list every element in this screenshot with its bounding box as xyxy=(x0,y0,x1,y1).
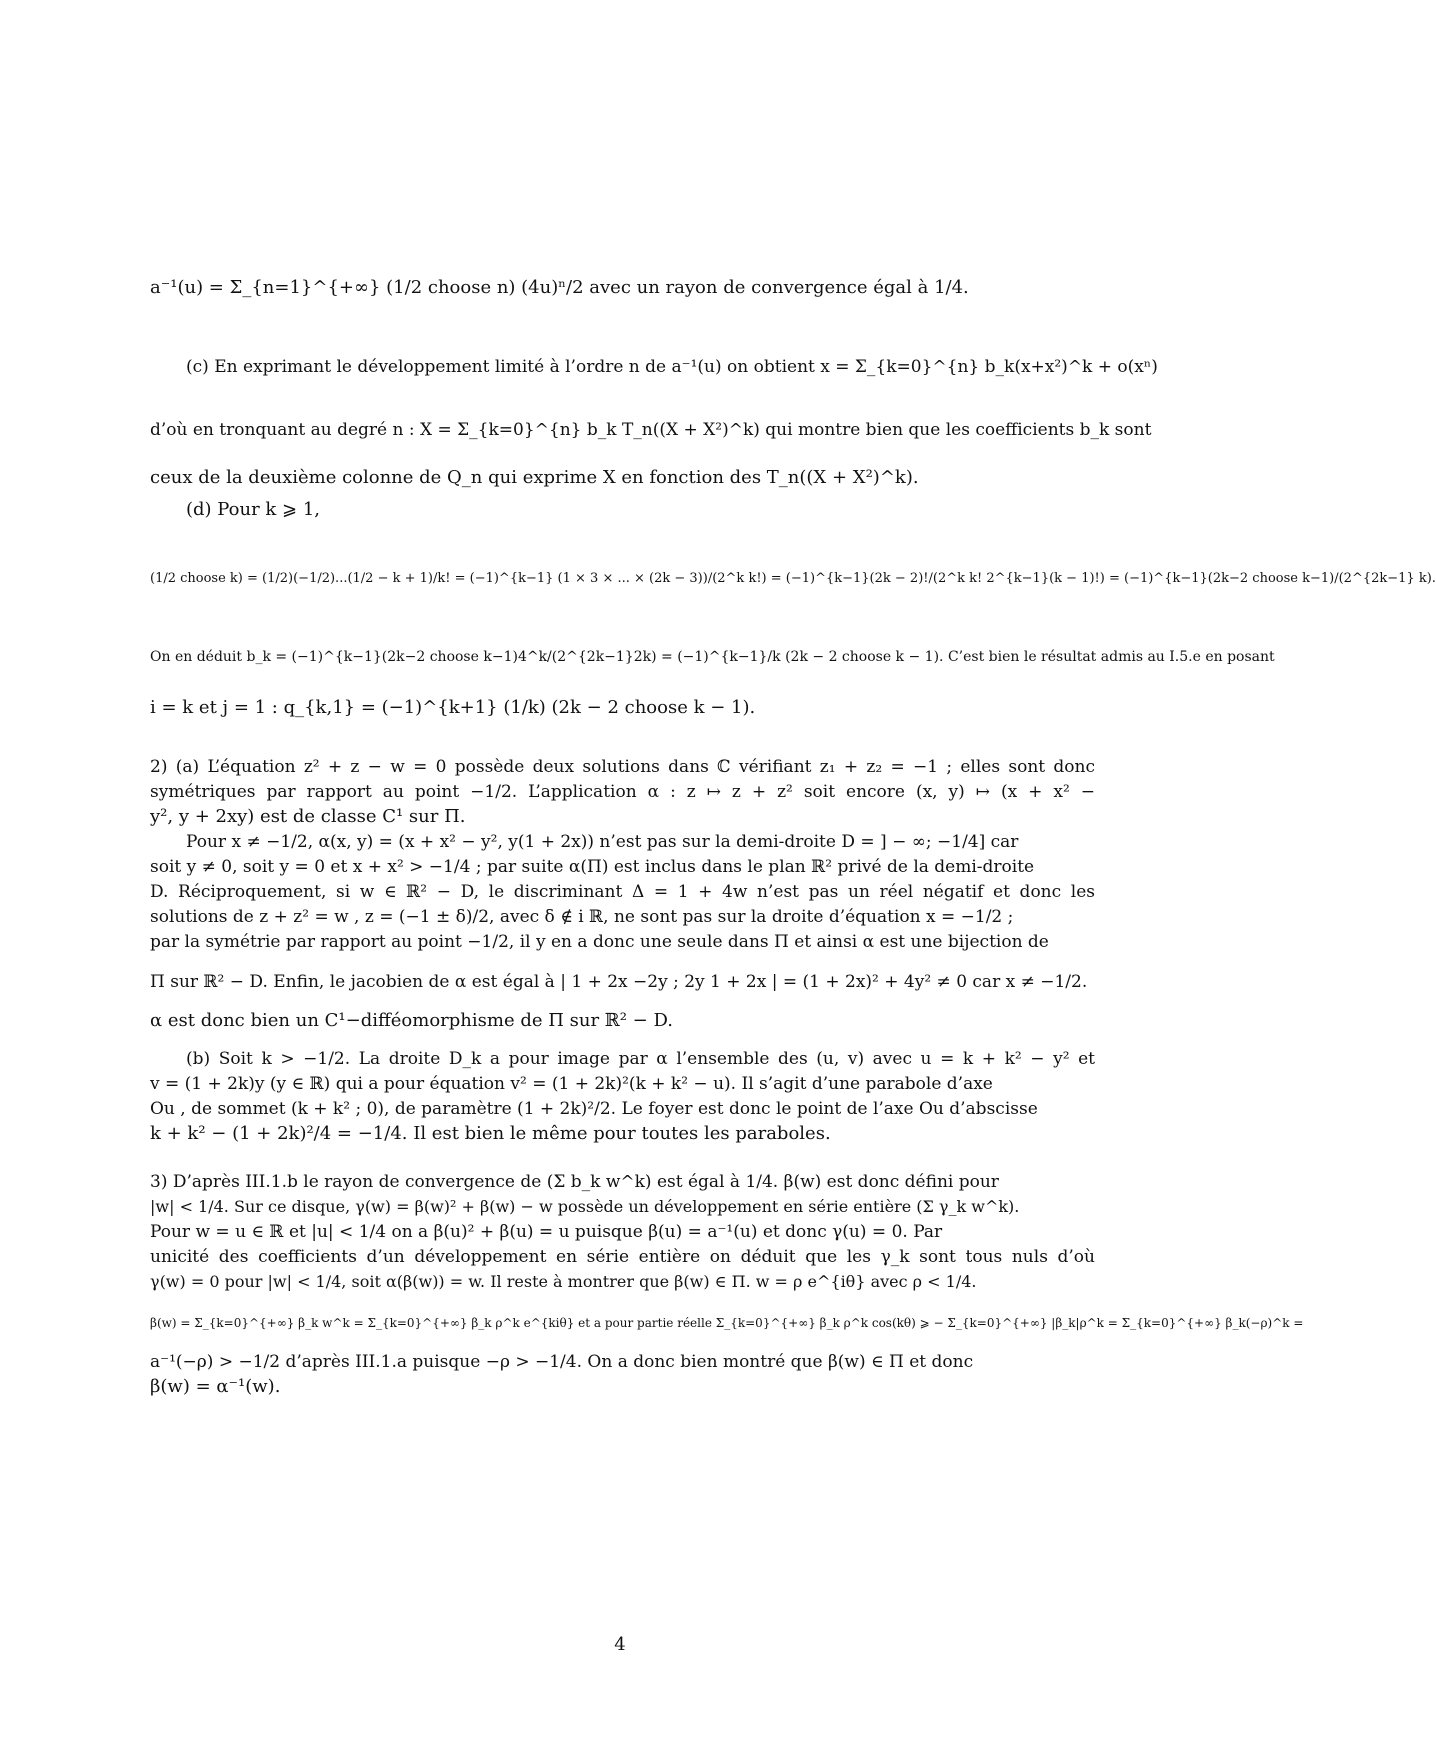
text-line: β(w) = α⁻¹(w). xyxy=(150,1376,281,1397)
text-line: 2) (a) L’équation z² + z − w = 0 possède deux solutions dans ℂ vérifiant z₁ + z₂ = −1 ; elles sont donc xyxy=(150,757,1095,777)
text-line: (d) Pour k ⩾ 1, xyxy=(186,499,321,520)
text-line: a⁻¹(−ρ) > −1/2 d’après III.1.a puisque −ρ > −1/4. On a donc bien montré que β(w) ∈ Π et donc xyxy=(150,1352,974,1372)
text-line: solutions de z + z² = w , z = (−1 ± δ)/2, avec δ ∉ i ℝ, ne sont pas sur la droite d’équation x = −1/2 ; xyxy=(150,907,1014,927)
text-line: unicité des coefficients d’un développement en série entière on déduit que les γ_k sont tous nuls d’où xyxy=(150,1247,1095,1267)
text-line: y², y + 2xy) est de classe C¹ sur Π. xyxy=(150,806,466,827)
text-line: a⁻¹(u) = Σ_{n=1}^{+∞} (1/2 choose n) (4u)ⁿ/2 avec un rayon de convergence égal à 1/4. xyxy=(150,277,969,298)
text-line: Ou , de sommet (k + k² ; 0), de paramètre (1 + 2k)²/2. Le foyer est donc le point de l’axe Ou d’abscisse xyxy=(150,1099,1038,1119)
text-line: D. Réciproquement, si w ∈ ℝ² − D, le discriminant Δ = 1 + 4w n’est pas un réel négatif et donc les xyxy=(150,882,1095,902)
text-line: Pour w = u ∈ ℝ et |u| < 1/4 on a β(u)² + β(u) = u puisque β(u) = a⁻¹(u) et donc γ(u) = 0. Par xyxy=(150,1222,943,1242)
text-line: soit y ≠ 0, soit y = 0 et x + x² > −1/4 ; par suite α(Π) est inclus dans le plan ℝ² privé de la demi-droite xyxy=(150,857,1035,877)
text-line: 3) D’après III.1.b le rayon de convergence de (Σ b_k w^k) est égal à 1/4. β(w) est donc défini pour xyxy=(150,1172,999,1192)
page-number: 4 xyxy=(614,1634,626,1655)
text-line: par la symétrie par rapport au point −1/2, il y en a donc une seule dans Π et ainsi α est une bijection de xyxy=(150,932,1049,952)
text-line: i = k et j = 1 : q_{k,1} = (−1)^{k+1} (1/k) (2k − 2 choose k − 1). xyxy=(150,697,756,718)
text-line: Π sur ℝ² − D. Enfin, le jacobien de α est égal à | 1 + 2x −2y ; 2y 1 + 2x | = (1 + 2x)² + 4y² ≠ 0 car x ≠ −1/2. xyxy=(150,972,1088,992)
text-line: Pour x ≠ −1/2, α(x, y) = (x + x² − y², y(1 + 2x)) n’est pas sur la demi-droite D = ] − ∞; −1/4] car xyxy=(186,832,1019,852)
text-line: ceux de la deuxième colonne de Q_n qui exprime X en fonction des T_n((X + X²)^k). xyxy=(150,467,919,488)
text-line: symétriques par rapport au point −1/2. L’application α : z ↦ z + z² soit encore (x, y) ↦ (x + x² − xyxy=(150,782,1095,802)
text-line: (b) Soit k > −1/2. La droite D_k a pour image par α l’ensemble des (u, v) avec u = k + k² − y² et xyxy=(186,1049,1095,1069)
text-line: α est donc bien un C¹−difféomorphisme de Π sur ℝ² − D. xyxy=(150,1010,674,1031)
text-line: k + k² − (1 + 2k)²/4 = −1/4. Il est bien le même pour toutes les paraboles. xyxy=(150,1123,831,1144)
text-line: |w| < 1/4. Sur ce disque, γ(w) = β(w)² + β(w) − w possède un développement en série entière (Σ γ_k w^k). xyxy=(150,1197,1020,1216)
text-line: d’où en tronquant au degré n : X = Σ_{k=0}^{n} b_k T_n((X + X²)^k) qui montre bien que les coefficients b_k sont xyxy=(150,420,1152,440)
text-line: v = (1 + 2k)y (y ∈ ℝ) qui a pour équation v² = (1 + 2k)²(k + k² − u). Il s’agit d’une parabole d’axe xyxy=(150,1074,993,1094)
text-line: (c) En exprimant le développement limité à l’ordre n de a⁻¹(u) on obtient x = Σ_{k=0}^{n} b_k(x+x²)^k + o(xⁿ) xyxy=(186,357,1158,377)
text-line: On en déduit b_k = (−1)^{k−1}(2k−2 choose k−1)4^k/(2^{2k−1}2k) = (−1)^{k−1}/k (2k − 2 choose k − 1). C’est bien le résultat admis au I.5.e en posant xyxy=(150,649,1275,665)
text-line: γ(w) = 0 pour |w| < 1/4, soit α(β(w)) = w. Il reste à montrer que β(w) ∈ Π. w = ρ e^{iθ} avec ρ < 1/4. xyxy=(150,1272,977,1291)
formula-line: (1/2 choose k) = (1/2)(−1/2)...(1/2 − k + 1)/k! = (−1)^{k−1} (1 × 3 × ... × (2k − 3))/(2^k k!) = (−1)^{k−1}(2k − 2)!/(2^k k! 2^{k−1}(k − 1)!) = (−1)^{k−1}(2k−2 choose k−1)/(2^{2k−1} k). xyxy=(150,571,1436,586)
formula-line: β(w) = Σ_{k=0}^{+∞} β_k w^k = Σ_{k=0}^{+∞} β_k ρ^k e^{kiθ} et a pour partie réelle Σ_{k=0}^{+∞} β_k ρ^k cos(kθ) ⩾ − Σ_{k=0}^{+∞} |β_k|ρ^k = Σ_{k=0}^{+∞} β_k(−ρ)^k = xyxy=(150,1316,1304,1330)
